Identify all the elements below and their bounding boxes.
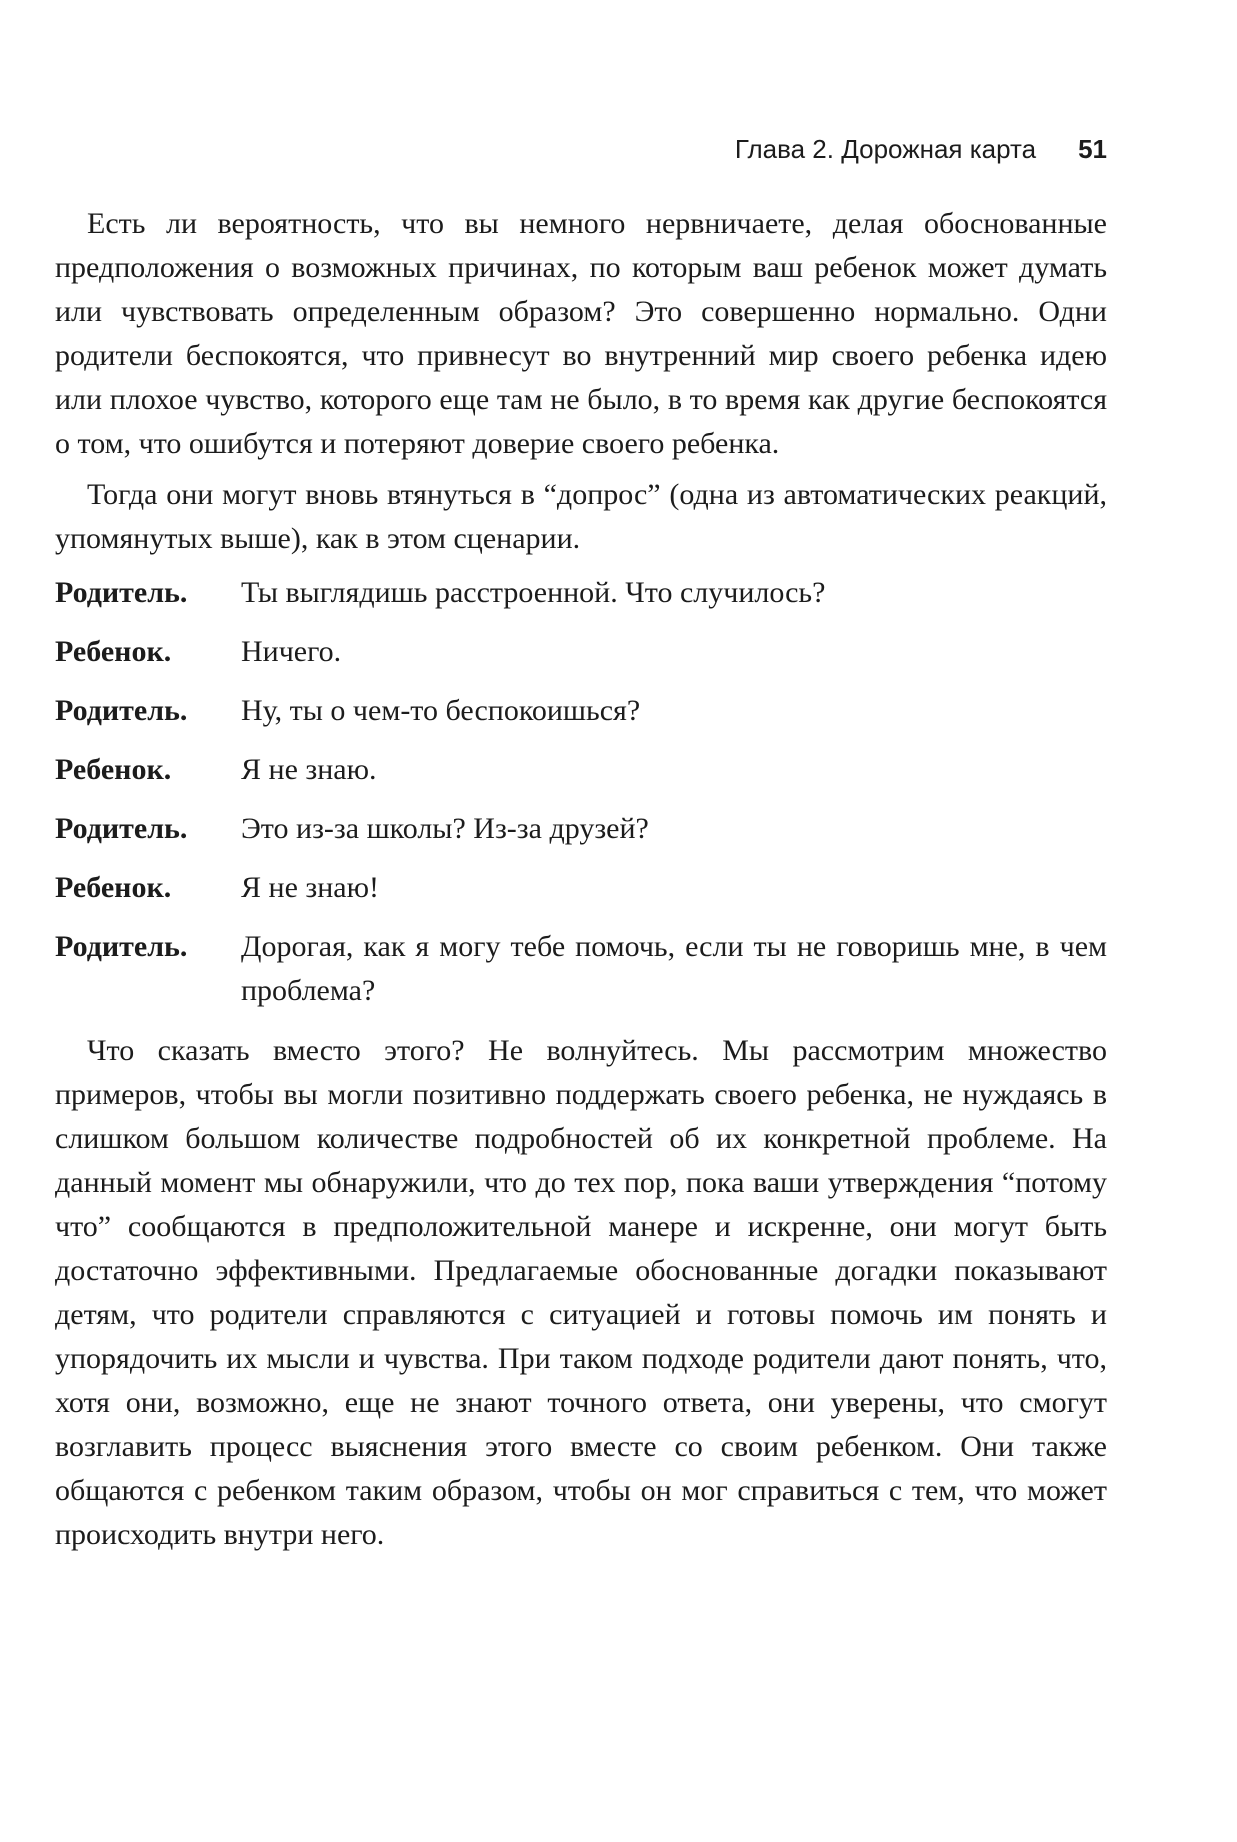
paragraph: Что сказать вместо этого? Не волнуйтесь. Мы рассмотрим множество примеров, чтобы вы могли позитивно поддержать своего ребенка, не нуждаясь в слишком большом количестве подробностей об их конкретной проблеме. На данный момент мы обнаружили, что до тех пор, пока ваши утверждения “потому что” сообщаются в предположительной манере и искренне, они могут быть достаточно эффективными. Предлагаемые обоснованные догадки показывают детям, что родители справляются с ситуацией и готовы помочь им понять и упорядочить их мысли и чувства. При таком подходе родители дают понять, что, хотя они, возможно, еще не знают точного ответа, они уверены, что смогут возглавить процесс выяснения этого вместе со своим ребенком. Они также общаются с ребенком таким образом, чтобы он мог справиться с тем, что может происходить внутри него. xyxy=(55,1034,1107,1551)
speaker-label: Родитель. xyxy=(55,576,188,609)
speech-text: Это из-за школы? Из-за друзей? xyxy=(241,812,649,845)
dialogue xyxy=(55,571,1107,1013)
paragraph: Тогда они могут вновь втянуться в “допрос” (одна из автоматических реакций, упомянутых выше), как в этом сценарии. xyxy=(55,478,1107,555)
speech-text: Ну, ты о чем-то беспокоишься? xyxy=(241,694,641,727)
speech-text: Ничего. xyxy=(241,635,342,668)
speech-text: Дорогая, как я могу тебе помочь, если ты не говоришь мне, в чем проблема? xyxy=(241,930,1107,1007)
page-number: 51 xyxy=(1078,134,1107,164)
chapter-title: Глава 2. Дорожная карта xyxy=(734,134,1037,164)
dialogue-line xyxy=(55,925,1107,1013)
speaker-label: Родитель. xyxy=(55,812,188,845)
speaker-label: Родитель. xyxy=(55,694,188,727)
dialogue-line xyxy=(55,807,1107,851)
running-head xyxy=(735,134,1107,165)
page-body xyxy=(55,202,1107,1564)
dialogue-line xyxy=(55,571,1107,615)
dialogue-line xyxy=(55,689,1107,733)
speech-text: Я не знаю! xyxy=(241,871,380,904)
dialogue-line xyxy=(55,866,1107,910)
speaker-label: Ребенок. xyxy=(55,871,172,904)
speaker-label: Ребенок. xyxy=(55,635,172,668)
speech-text: Ты выглядишь расстроенной. Что случилось? xyxy=(241,576,826,609)
speaker-label: Родитель. xyxy=(55,930,188,963)
speaker-label: Ребенок. xyxy=(55,753,172,786)
dialogue-line xyxy=(55,748,1107,792)
speech-text: Я не знаю. xyxy=(241,753,377,786)
paragraph: Есть ли вероятность, что вы немного нервничаете, делая обоснованные предположения о возможных причинах, по которым ваш ребенок может думать или чувствовать определенным образом? Это совершенно нормально. Одни родители беспокоятся, что привнесут во внутренний мир своего ребенка идею или плохое чувство, которого еще там не было, в то время как другие беспокоятся о том, что ошибутся и потеряют доверие своего ребенка. xyxy=(55,207,1107,460)
dialogue-line xyxy=(55,630,1107,674)
